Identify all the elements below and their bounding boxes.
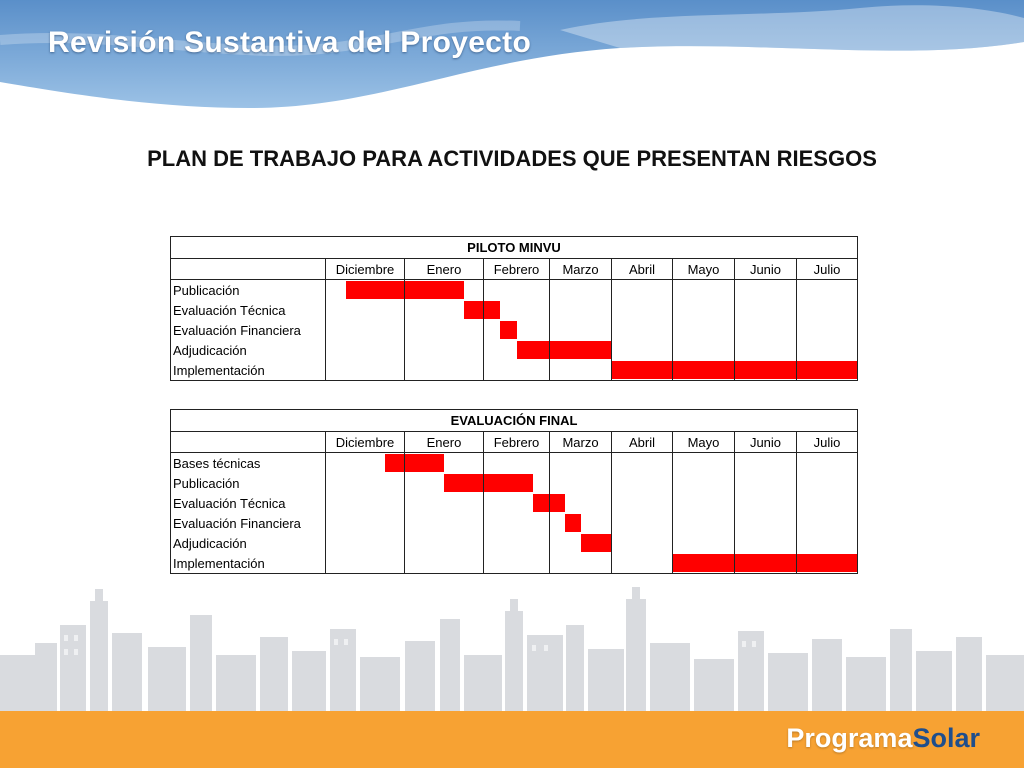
timeline-cell [612,300,673,320]
timeline-cell [797,493,858,513]
table-title: EVALUACIÓN FINAL [171,410,858,432]
gantt-bar [797,361,857,379]
activity-row [171,533,858,553]
timeline-cell [550,513,612,533]
month-header: Diciembre [326,259,405,280]
timeline-cell [405,533,484,553]
timeline-cell [405,360,484,381]
timeline-cell [612,553,673,574]
timeline-cell [673,320,735,340]
timeline-cell [550,453,612,474]
activity-label: Publicación [171,473,326,493]
month-header: Julio [797,432,858,453]
gantt-bar [533,494,549,512]
gantt-bar [673,554,734,572]
timeline-cell [405,320,484,340]
gantt-bar [405,281,464,299]
timeline-cell [550,320,612,340]
timeline-cell [612,360,673,381]
timeline-cell [550,473,612,493]
timeline-cell [550,360,612,381]
timeline-cell [405,473,484,493]
timeline-cell [484,320,550,340]
activity-row [171,360,858,381]
timeline-cell [612,320,673,340]
month-header: Marzo [550,432,612,453]
gantt-table-evaluacion-final [170,409,858,574]
gantt-bar [517,341,550,359]
timeline-cell [484,553,550,574]
gantt-table-piloto-minvu [170,236,858,381]
timeline-cell [484,473,550,493]
timeline-cell [326,473,405,493]
timeline-cell [484,360,550,381]
month-header: Mayo [673,259,735,280]
timeline-cell [797,453,858,474]
month-header: Julio [797,259,858,280]
activity-label: Publicación [171,280,326,301]
timeline-cell [484,340,550,360]
page-heading: PLAN DE TRABAJO PARA ACTIVIDADES QUE PRESENTAN RIESGOS [147,146,877,171]
timeline-cell [735,360,797,381]
gantt-bar [464,301,484,319]
timeline-cell [797,320,858,340]
timeline-cell [405,553,484,574]
gantt-bar [484,301,500,319]
timeline-cell [612,513,673,533]
gantt-bar [565,514,580,532]
timeline-cell [405,280,484,301]
timeline-cell [550,533,612,553]
timeline-cell [612,533,673,553]
timeline-cell [326,493,405,513]
activity-row [171,513,858,533]
timeline-cell [673,453,735,474]
timeline-cell [797,360,858,381]
timeline-cell [797,280,858,301]
timeline-cell [735,553,797,574]
gantt-bar [673,361,734,379]
gantt-bar [550,494,565,512]
timeline-cell [797,533,858,553]
timeline-cell [735,453,797,474]
timeline-cell [326,533,405,553]
month-header: Enero [405,259,484,280]
timeline-cell [326,360,405,381]
timeline-cell [484,280,550,301]
gantt-bar [581,534,612,552]
timeline-cell [735,300,797,320]
timeline-cell [797,300,858,320]
slide-title: Revisión Sustantiva del Proyecto [48,26,532,59]
timeline-cell [673,553,735,574]
timeline-cell [484,533,550,553]
timeline-cell [550,553,612,574]
activity-row [171,340,858,360]
gantt-bar [346,281,405,299]
timeline-cell [673,493,735,513]
month-header: Febrero [484,259,550,280]
timeline-cell [735,320,797,340]
month-header: Junio [735,259,797,280]
timeline-cell [612,473,673,493]
timeline-cell [405,513,484,533]
timeline-cell [550,300,612,320]
timeline-cell [797,513,858,533]
timeline-cell [612,340,673,360]
timeline-cell [326,553,405,574]
activity-row [171,553,858,574]
timeline-cell [405,493,484,513]
timeline-cell [673,280,735,301]
footer-bar [0,711,1024,768]
gantt-bar [385,454,405,472]
timeline-cell [326,340,405,360]
activity-row [171,473,858,493]
gantt-bar [612,361,672,379]
activity-label: Adjudicación [171,340,326,360]
timeline-cell [797,340,858,360]
activity-label: Implementación [171,553,326,574]
timeline-cell [797,553,858,574]
month-header: Febrero [484,432,550,453]
month-header: Diciembre [326,432,405,453]
activity-label: Evaluación Técnica [171,493,326,513]
timeline-cell [484,493,550,513]
table-title: PILOTO MINVU [171,237,858,259]
activity-row [171,453,858,474]
timeline-cell [673,473,735,493]
timeline-cell [612,453,673,474]
timeline-cell [735,280,797,301]
month-header: Marzo [550,259,612,280]
timeline-cell [735,473,797,493]
gantt-bar [735,554,796,572]
timeline-cell [612,280,673,301]
activity-label: Bases técnicas [171,453,326,474]
timeline-cell [326,280,405,301]
gantt-bar [484,474,533,492]
month-header: Enero [405,432,484,453]
timeline-cell [735,340,797,360]
timeline-cell [673,513,735,533]
month-header: Junio [735,432,797,453]
timeline-cell [735,533,797,553]
gantt-bar [797,554,857,572]
timeline-cell [735,513,797,533]
month-header: Abril [612,259,673,280]
activity-label: Evaluación Técnica [171,300,326,320]
timeline-cell [326,513,405,533]
timeline-cell [797,473,858,493]
timeline-cell [735,493,797,513]
activity-row [171,320,858,340]
timeline-cell [326,320,405,340]
timeline-cell [550,493,612,513]
timeline-cell [484,513,550,533]
timeline-cell [673,360,735,381]
timeline-cell [673,340,735,360]
timeline-cell [673,533,735,553]
timeline-cell [484,300,550,320]
gantt-bar [444,474,483,492]
timeline-cell [405,453,484,474]
activity-row [171,300,858,320]
blank-header-cell [171,259,326,280]
activity-row [171,280,858,301]
city-skyline-illustration [0,585,1024,713]
timeline-cell [405,340,484,360]
timeline-cell [405,300,484,320]
blank-header-cell [171,432,326,453]
brand-part-2: Solar [912,723,980,753]
activity-label: Evaluación Financiera [171,513,326,533]
month-header: Abril [612,432,673,453]
timeline-cell [550,280,612,301]
activity-row [171,493,858,513]
activity-label: Adjudicación [171,533,326,553]
timeline-cell [326,300,405,320]
timeline-cell [484,453,550,474]
gantt-bar [735,361,796,379]
brand-logo [786,723,980,754]
gantt-bar [500,321,516,339]
brand-part-1: Programa [786,723,913,753]
timeline-cell [673,300,735,320]
timeline-cell [612,493,673,513]
month-header: Mayo [673,432,735,453]
activity-label: Implementación [171,360,326,381]
gantt-bar [405,454,444,472]
gantt-bar [550,341,611,359]
activity-label: Evaluación Financiera [171,320,326,340]
timeline-cell [550,340,612,360]
timeline-cell [326,453,405,474]
